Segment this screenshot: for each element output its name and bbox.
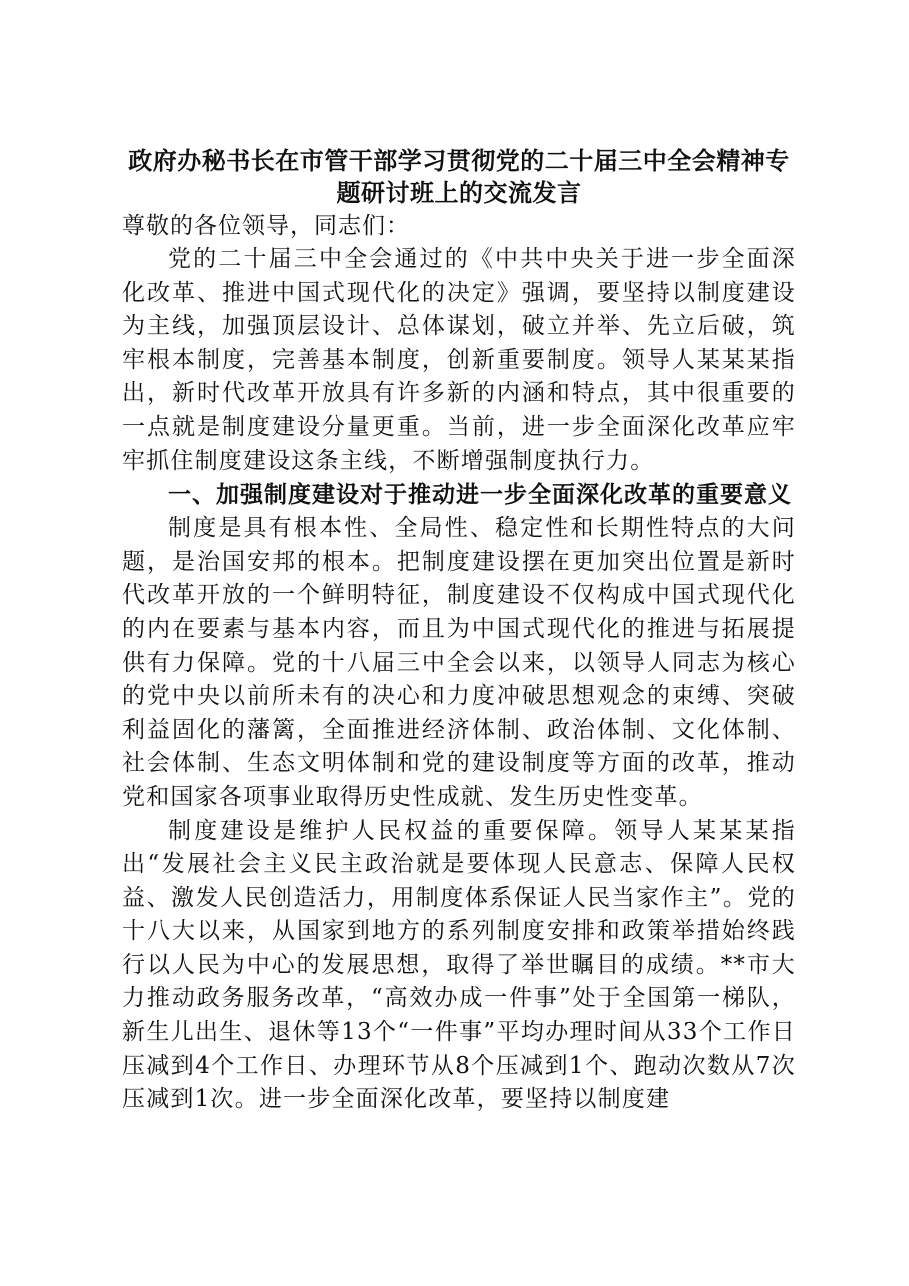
document-page	[122, 145, 796, 1117]
section-heading-1: 一、加强制度建设对于推动进一步全面深化改革的重要意义	[168, 482, 792, 509]
section1-paragraph-1: 制度是具有根本性、全局性、稳定性和长期性特点的大问题，是治国安邦的根本。把制度建设摆在更加突出位置是新时代改革开放的一个鲜明特征，制度建设不仅构成中国式现代化的内在要素与基本内容，而且为中国式现代化的推进与拓展提供有力保障。党的十八届三中全会以来，以领导人同志为核心的党中央以前所未有的决心和力度冲破思想观念的束缚、突破利益固化的藩篱，全面推进经济体制、政治体制、文化体制、社会体制、生态文明体制和党的建设制度等方面的改革，推动党和国家各项事业取得历史性成就、发生历史性变革。	[122, 515, 796, 810]
salutation: 尊敬的各位领导，同志们：	[122, 213, 410, 239]
section1-paragraph-2: 制度建设是维护人民权益的重要保障。领导人某某某指出“发展社会主义民主政治就是要体现人民意志、保障人民权益、激发人民创造活力，用制度体系保证人民当家作主”。党的十八大以来，从国家到地方的系列制度安排和政策举措始终践行以人民为中心的发展思想，取得了举世瞩目的成绩。**市大力推动政务服务改革，“高效办成一件事”处于全国第一梯队，新生儿出生、退休等13个“一件事”平均办理时间从33个工作日压减到4个工作日、办理环节从8个压减到1个、跑动次数从7次压减到1次。进一步全面深化改革，要坚持以制度建	[122, 817, 796, 1113]
document-title: 政府办秘书长在市管干部学习贯彻党的二十届三中全会精神专题研讨班上的交流发言	[128, 146, 790, 207]
intro-paragraph: 党的二十届三中全会通过的《中共中央关于进一步全面深化改革、推进中国式现代化的决定》强调，要坚持以制度建设为主线，加强顶层设计、总体谋划，破立并举、先立后破，筑牢根本制度，完善基本制度，创新重要制度。领导人某某某指出，新时代改革开放具有许多新的内涵和特点，其中很重要的一点就是制度建设分量更重。当前，进一步全面深化改革应牢牢抓住制度建设这条主线，不断增强制度执行力。	[122, 246, 796, 474]
